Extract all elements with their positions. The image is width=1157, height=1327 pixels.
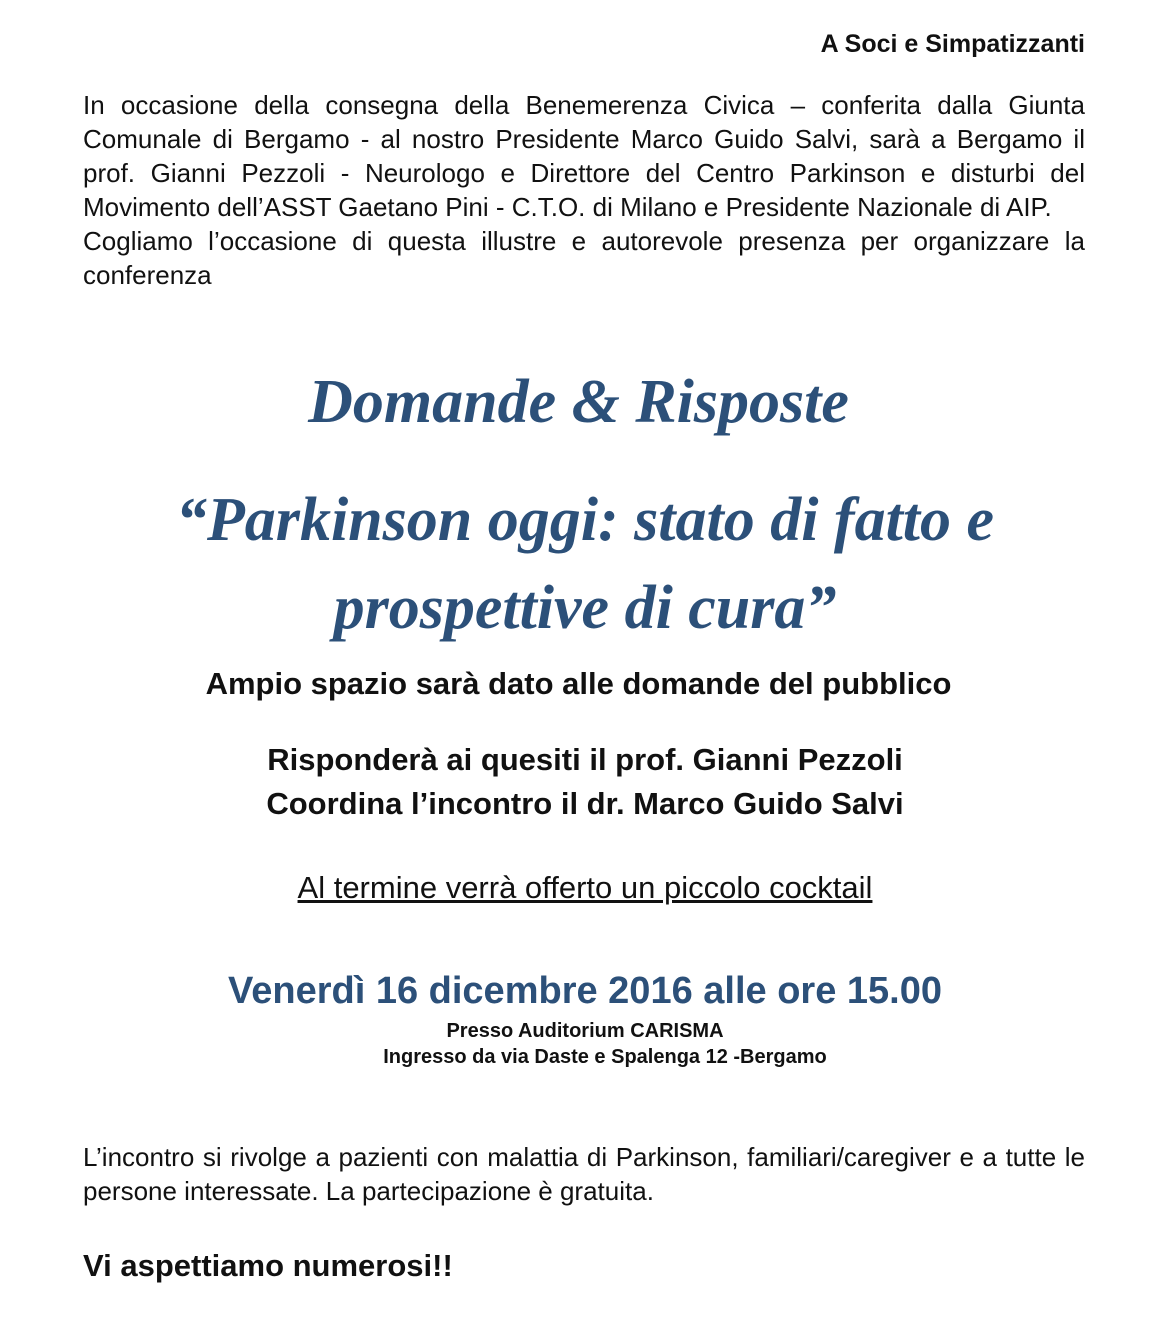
event-title: Domande & Risposte (308, 368, 849, 436)
event-date: Venerdì 16 dicembre 2016 alle ore 15.00 (227, 970, 942, 1012)
speaker-line: Risponderà ai quesiti il prof. Gianni Pezzoli (267, 742, 903, 777)
event-subtitle: “Parkinson oggi: stato di fatto e prospettive di cura” (175, 486, 995, 642)
audience-note: Ampio spazio sarà dato alle domande del pubblico (205, 666, 952, 701)
intro-paragraph: Cogliamo l’occasione di questa illustre e autorevole presenza per organizzare la conferenza (83, 226, 1085, 290)
moderator-line: Coordina l’incontro il dr. Marco Guido Salvi (266, 786, 904, 821)
recipient-line: A Soci e Simpatizzanti (820, 30, 1085, 58)
event-address: Ingresso da via Daste e Spalenga 12 -Bergamo (383, 1046, 827, 1068)
closing-line: Vi aspettiamo numerosi!! (83, 1248, 453, 1283)
intro-section (83, 88, 1085, 292)
intro-paragraph: In occasione della consegna della Benemerenza Civica – conferita dalla Giunta Comunale di Bergamo - al nostro Presidente Marco Guido Salvi, sarà a Bergamo il prof. Gianni Pezzoli - Neurologo e Direttore del Centro Parkinson e disturbi del Movimento dell’ASST Gaetano Pini - C.T.O. di Milano e Presidente Nazionale di AIP. (83, 90, 1085, 222)
audience-paragraph: L’incontro si rivolge a pazienti con malattia di Parkinson, familiari/caregiver e a tutte le persone interessate. La partecipazione è gratuita. (83, 1142, 1085, 1206)
event-venue: Presso Auditorium CARISMA (446, 1020, 724, 1042)
cocktail-note: Al termine verrà offerto un piccolo cocktail (297, 870, 873, 905)
